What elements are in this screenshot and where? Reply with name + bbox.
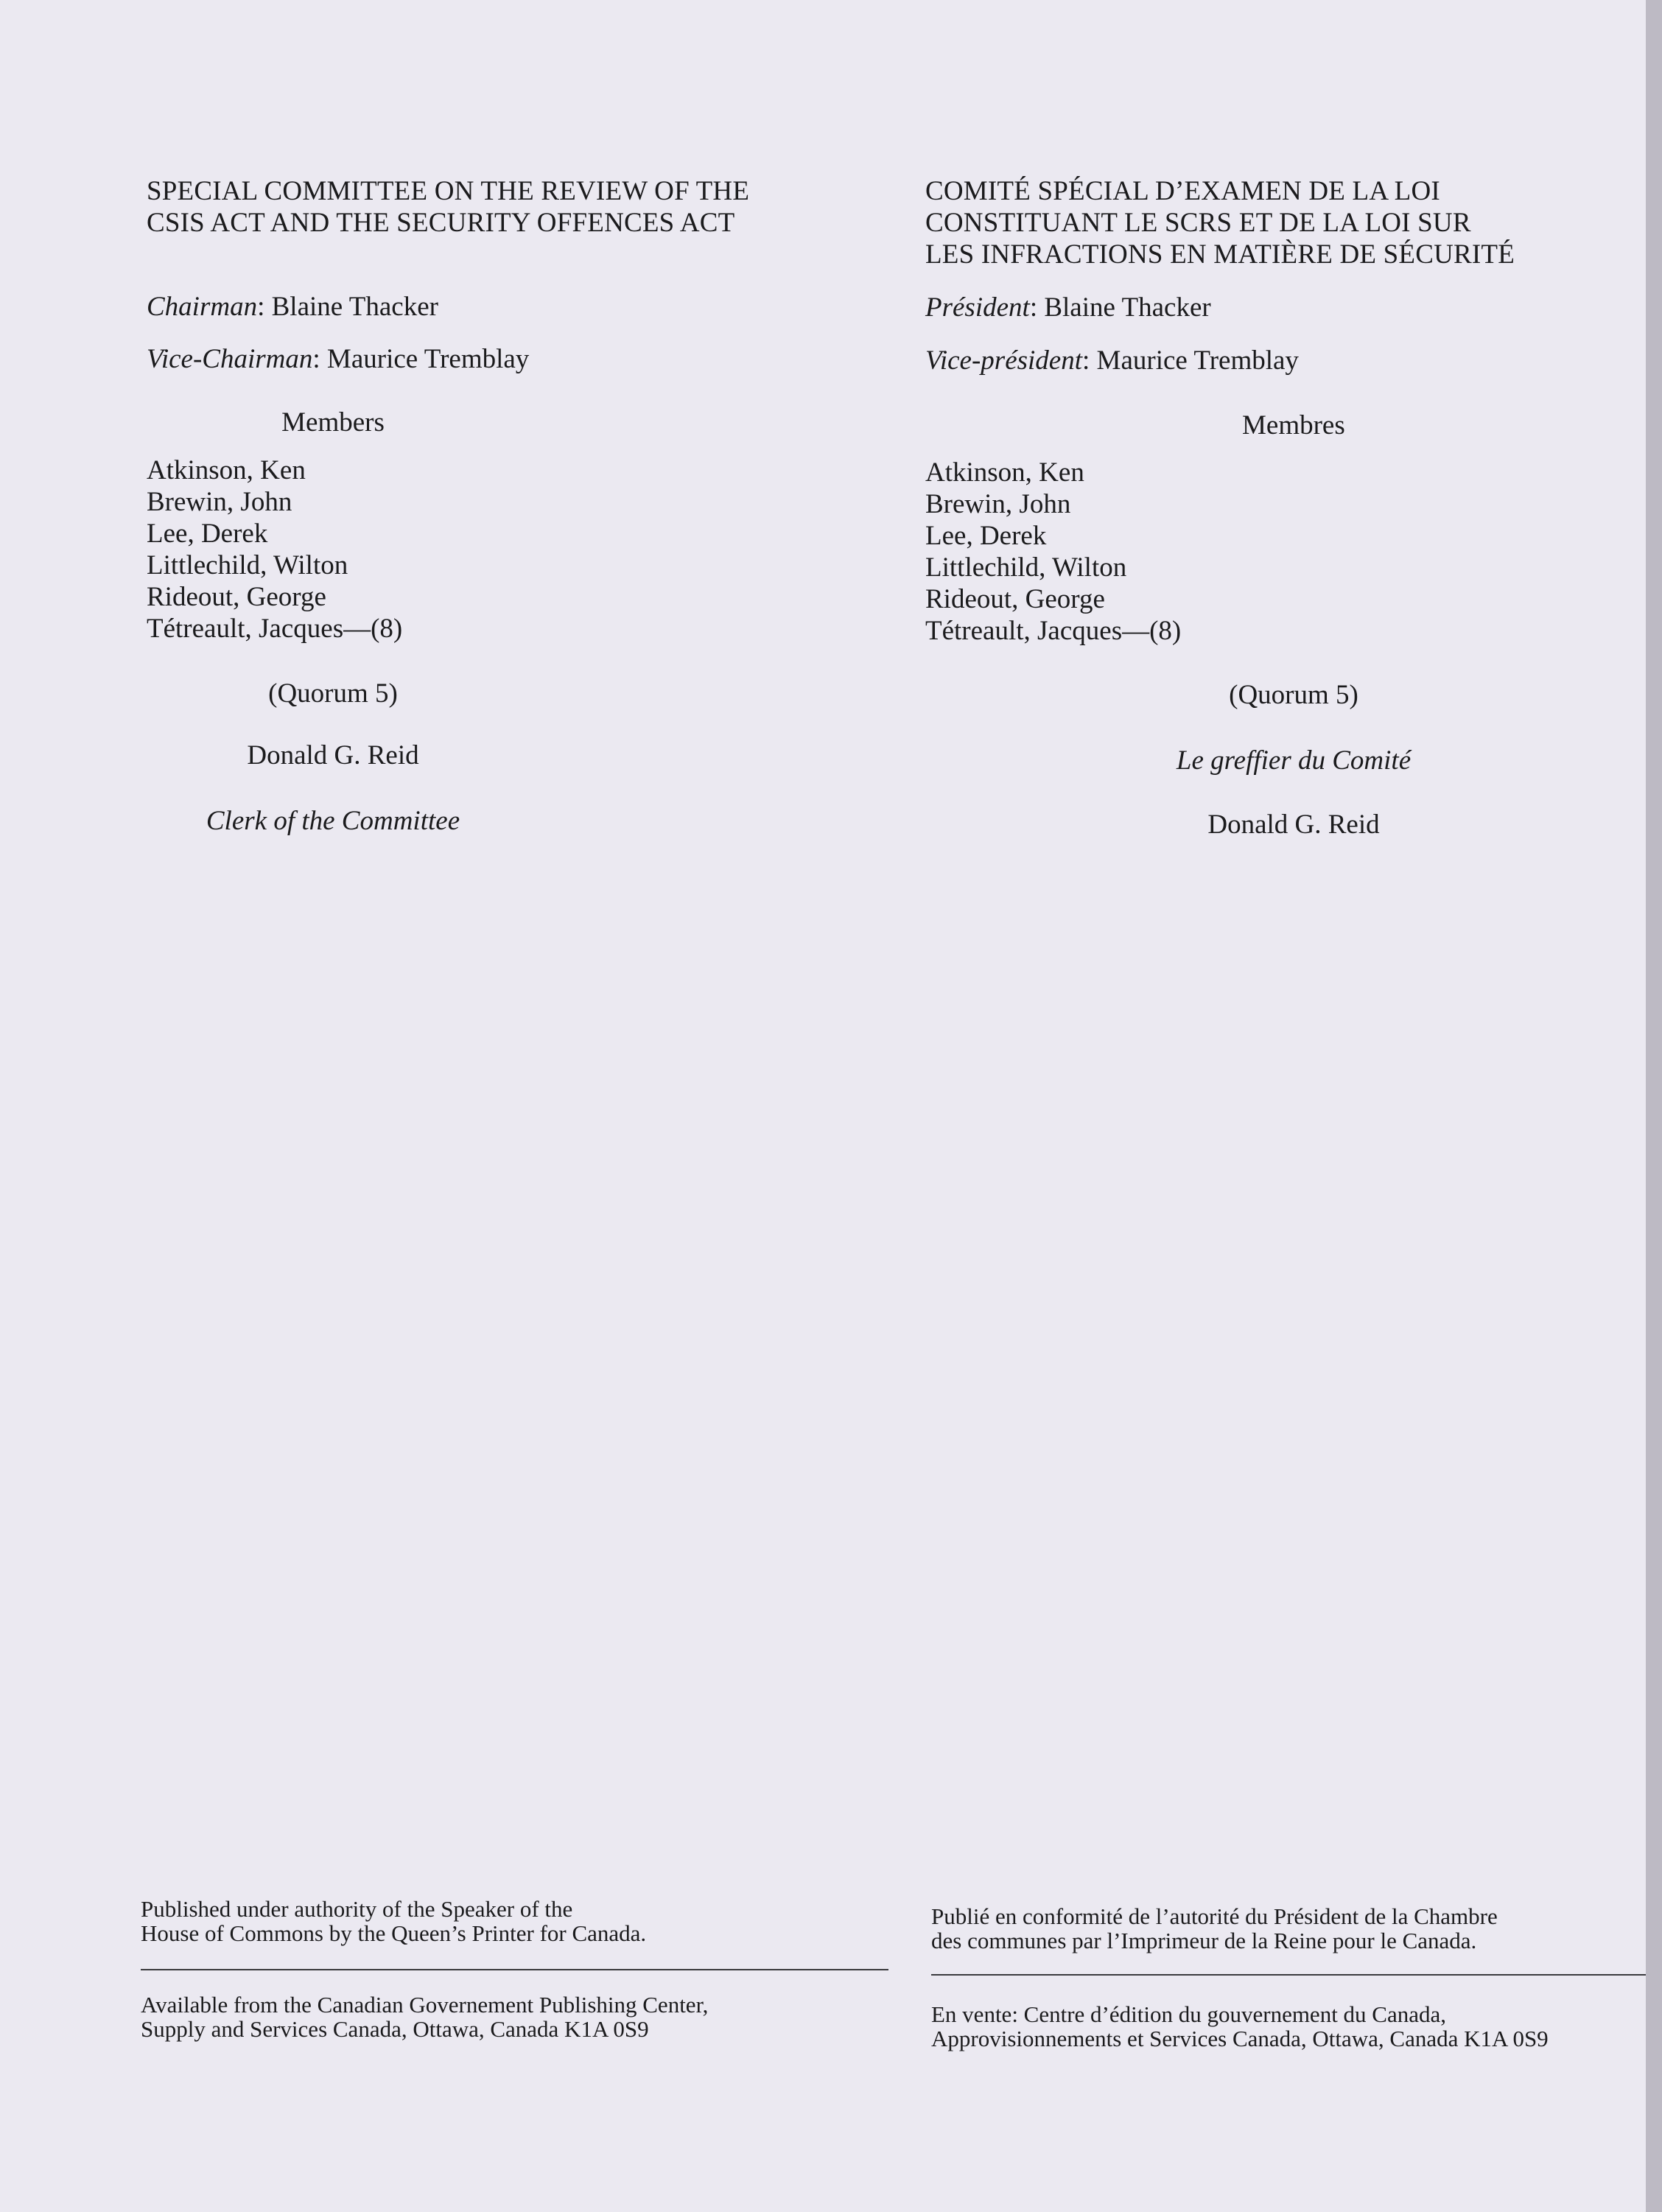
english-clerk-title: Clerk of the Committee — [206, 806, 460, 836]
president-name: : Blaine Thacker — [1029, 292, 1211, 323]
french-member-item: Rideout, George — [925, 584, 1105, 614]
english-committee-title-line-2: CSIS ACT AND THE SECURITY OFFENCES ACT — [147, 208, 735, 238]
english-member-item: Brewin, John — [147, 487, 292, 517]
vice-chairman-name: : Maurice Tremblay — [312, 344, 530, 374]
english-member-item: Rideout, George — [147, 582, 326, 612]
vice-president-name: : Maurice Tremblay — [1082, 345, 1299, 376]
english-published-line-1: Published under authority of the Speaker of the — [141, 1896, 573, 1922]
french-member-item: Littlechild, Wilton — [925, 552, 1127, 583]
english-members-heading: Members — [281, 407, 385, 438]
french-committee-title-line-3: LES INFRACTIONS EN MATIÈRE DE SÉCURITÉ — [925, 239, 1515, 270]
english-member-item: Lee, Derek — [147, 519, 268, 549]
english-quorum: (Quorum 5) — [268, 678, 398, 709]
president-label: Président — [925, 292, 1030, 323]
french-clerk-name: Donald G. Reid — [1207, 810, 1380, 840]
french-quorum: (Quorum 5) — [1229, 680, 1358, 710]
french-published-line-2: des communes par l’Imprimeur de la Reine pour le Canada. — [931, 1928, 1477, 1953]
french-member-item: Atkinson, Ken — [925, 457, 1084, 488]
french-clerk-title: Le greffier du Comité — [1176, 745, 1412, 776]
vice-president-label: Vice-président — [925, 345, 1083, 376]
english-committee-title-line-1: SPECIAL COMMITTEE ON THE REVIEW OF THE — [147, 176, 750, 206]
english-member-item: Atkinson, Ken — [147, 455, 306, 485]
french-members-heading: Membres — [1242, 410, 1345, 440]
vice-chairman-label: Vice-Chairman — [147, 344, 313, 374]
french-divider — [931, 1974, 1646, 1976]
english-divider — [141, 1969, 888, 1970]
english-member-item: Tétreault, Jacques—(8) — [147, 614, 403, 644]
english-published-line-2: House of Commons by the Queen’s Printer for Canada. — [141, 1920, 647, 1946]
french-members-list — [925, 457, 1181, 647]
chairman-name: : Blaine Thacker — [257, 292, 438, 322]
french-vice-president-line — [925, 345, 1299, 376]
french-member-item: Lee, Derek — [925, 521, 1047, 551]
english-vice-chairman-line — [147, 343, 529, 375]
french-committee-title-line-2: CONSTITUANT LE SCRS ET DE LA LOI SUR — [925, 208, 1471, 238]
french-member-item: Brewin, John — [925, 489, 1071, 519]
english-available-line-2: Supply and Services Canada, Ottawa, Canada K1A 0S9 — [141, 2016, 649, 2042]
english-member-item: Littlechild, Wilton — [147, 550, 348, 580]
french-president-line — [925, 292, 1211, 323]
french-committee-title-line-1: COMITÉ SPÉCIAL D’EXAMEN DE LA LOI — [925, 176, 1440, 206]
chairman-label: Chairman — [147, 292, 258, 322]
english-available-line-1: Available from the Canadian Governement Publishing Center, — [141, 1992, 709, 2018]
english-chairman-line — [147, 291, 438, 323]
page-edge — [1646, 0, 1662, 2212]
french-available-line-1: En vente: Centre d’édition du gouvernement du Canada, — [931, 2001, 1447, 2027]
french-member-item: Tétreault, Jacques—(8) — [925, 616, 1182, 646]
english-members-list — [147, 454, 402, 645]
french-available-line-2: Approvisionnements et Services Canada, Ottawa, Canada K1A 0S9 — [931, 2026, 1549, 2051]
english-clerk-name: Donald G. Reid — [247, 740, 419, 770]
french-published-line-1: Publié en conformité de l’autorité du Président de la Chambre — [931, 1903, 1498, 1929]
